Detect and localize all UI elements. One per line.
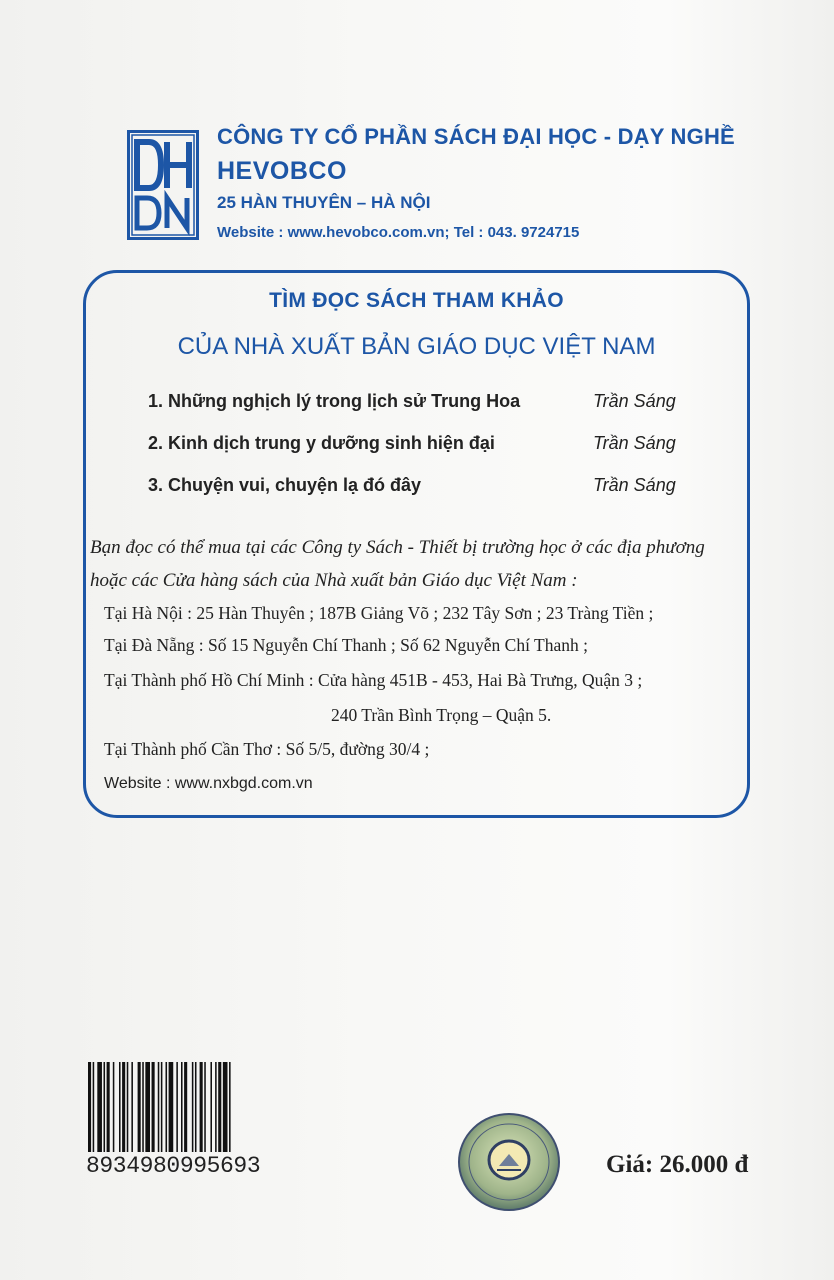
book-item xyxy=(148,433,708,463)
dhdn-logo-icon xyxy=(127,130,199,240)
publisher-short-name: HEVOBCO xyxy=(217,157,347,185)
book-author: Trần Sáng xyxy=(593,475,676,495)
book-item xyxy=(148,475,708,505)
location-hcm: Tại Thành phố Hồ Chí Minh : Cửa hàng 451B - 453, Hai Bà Trưng, Quận 3 ; xyxy=(104,670,643,690)
book-author: Trần Sáng xyxy=(593,391,676,411)
intro-line-2: hoặc các Cửa hàng sách của Nhà xuất bản Giáo dục Việt Nam : xyxy=(90,570,578,591)
book-author: Trần Sáng xyxy=(593,433,676,453)
barcode-icon xyxy=(86,1062,276,1152)
box-heading: TÌM ĐỌC SÁCH THAM KHẢO xyxy=(269,289,564,312)
nxbgd-website: Website : www.nxbgd.com.vn xyxy=(104,775,313,792)
barcode-number: 8934980995693 xyxy=(86,1153,261,1179)
publisher-info xyxy=(217,124,735,241)
location-hanoi: Tại Hà Nội : 25 Hàn Thuyên ; 187B Giảng Võ ; 232 Tây Sơn ; 23 Tràng Tiền ; xyxy=(104,603,654,623)
publisher-name: CÔNG TY CỔ PHẦN SÁCH ĐẠI HỌC - DẠY NGHỀ xyxy=(217,124,735,149)
book-item xyxy=(148,391,708,421)
book-title: 1. Những nghịch lý trong lịch sử Trung Hoa xyxy=(148,391,521,411)
intro-line-1: Bạn đọc có thể mua tại các Công ty Sách - Thiết bị trường học ở các địa phương xyxy=(90,537,705,558)
publisher-seal-icon xyxy=(457,1110,561,1214)
location-danang: Tại Đà Nẵng : Số 15 Nguyễn Chí Thanh ; Số 62 Nguyễn Chí Thanh ; xyxy=(104,635,588,655)
book-title: 3. Chuyện vui, chuyện lạ đó đây xyxy=(148,475,422,495)
box-subheading: CỦA NHÀ XUẤT BẢN GIÁO DỤC VIỆT NAM xyxy=(177,333,656,360)
location-cantho: Tại Thành phố Cần Thơ : Số 5/5, đường 30/4 ; xyxy=(104,739,430,759)
reference-books-box xyxy=(83,270,750,818)
location-hcm-2: 240 Trần Bình Trọng – Quận 5. xyxy=(331,705,552,725)
publisher-contact: Website : www.hevobco.com.vn; Tel : 043. 9724715 xyxy=(217,224,580,241)
publisher-address: 25 HÀN THUYÊN – HÀ NỘI xyxy=(217,193,431,212)
price: Giá: 26.000 đ xyxy=(606,1151,749,1178)
book-title: 2. Kinh dịch trung y dưỡng sinh hiện đại xyxy=(148,433,495,453)
